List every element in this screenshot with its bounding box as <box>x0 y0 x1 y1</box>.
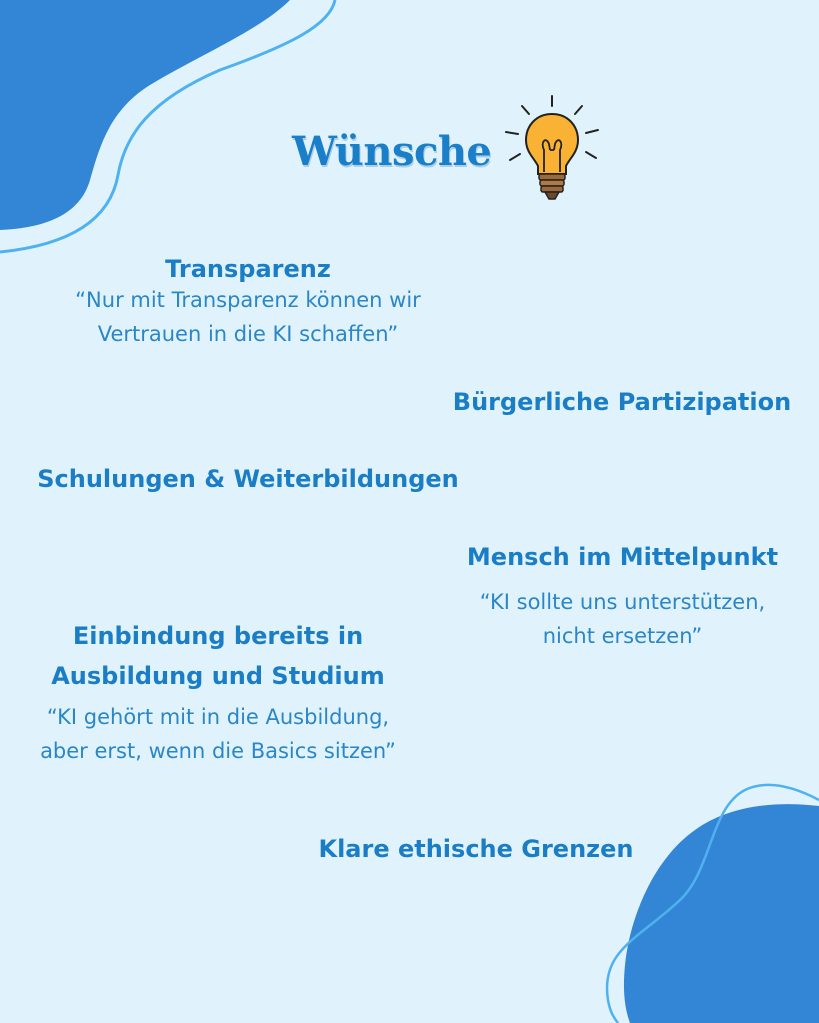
wish-heading: Transparenz <box>165 255 331 283</box>
wish-transparenz <box>18 249 478 351</box>
wish-heading: Bürgerliche Partizipation <box>452 388 792 416</box>
wish-quote-line: nicht ersetzen” <box>542 624 703 648</box>
wish-buergerliche-partizipation <box>432 382 812 422</box>
wish-heading: Ausbildung und Studium <box>51 662 385 690</box>
page-title: Wünsche <box>292 128 492 175</box>
wish-quote-line: “KI gehört mit in die Ausbildung, <box>46 705 390 729</box>
wish-quote-line: Vertrauen in die KI schaffen” <box>97 322 399 346</box>
wish-heading: Einbindung bereits in <box>72 622 364 650</box>
top-left-blob <box>0 0 290 230</box>
wish-klare-ethische-grenzen <box>296 829 656 869</box>
wish-schulungen <box>18 459 478 499</box>
wish-heading: Schulungen & Weiterbildungen <box>37 465 459 493</box>
wish-quote-line: “KI sollte uns unterstützen, <box>479 590 766 614</box>
wish-heading: Mensch im Mittelpunkt <box>466 543 779 571</box>
wish-heading: Klare ethische Grenzen <box>318 835 634 863</box>
wish-quote-line: “Nur mit Transparenz können wir <box>75 288 421 312</box>
wish-mensch-im-mittelpunkt <box>440 537 805 653</box>
wish-einbindung-ausbildung <box>8 616 428 768</box>
lightbulb-icon <box>500 92 605 207</box>
wish-quote-line: aber erst, wenn die Basics sitzen” <box>40 739 396 763</box>
